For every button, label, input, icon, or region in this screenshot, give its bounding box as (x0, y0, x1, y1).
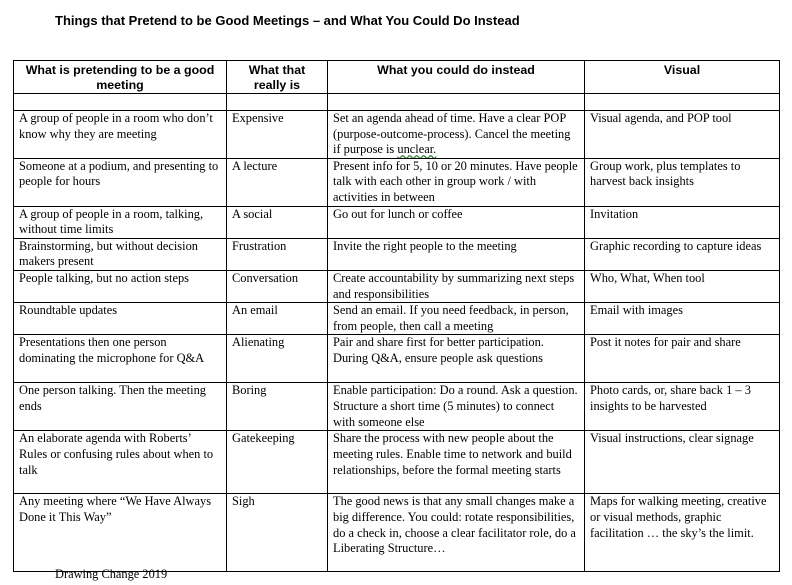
table-row (14, 111, 780, 159)
cell-really: A social (227, 206, 328, 238)
cell-really: An email (227, 303, 328, 335)
cell-really: Expensive (227, 111, 328, 159)
cell-visual: Visual instructions, clear signage (585, 431, 780, 494)
table-row (14, 303, 780, 335)
cell-pretending: People talking, but no action steps (14, 270, 227, 302)
header-visual: Visual (585, 61, 780, 94)
cell-instead: Present info for 5, 10 or 20 minutes. Have people talk with each other in group work / with activities in between (328, 158, 585, 206)
cell-visual: Maps for walking meeting, creative or visual methods, graphic facilitation … the sky’s the limit. (585, 494, 780, 572)
cell-visual: Group work, plus templates to harvest back insights (585, 158, 780, 206)
cell-pretending: Presentations then one person dominating the microphone for Q&A (14, 335, 227, 383)
cell-instead: Enable participation: Do a round. Ask a question. Structure a short time (5 minutes) to connect with someone else (328, 383, 585, 431)
cell-really: Frustration (227, 238, 328, 270)
spacer-cell (14, 94, 227, 111)
cell-visual: Who, What, When tool (585, 270, 780, 302)
table-row (14, 431, 780, 494)
cell-instead: Pair and share first for better participation. During Q&A, ensure people ask questions (328, 335, 585, 383)
table-row (14, 238, 780, 270)
cell-pretending: Roundtable updates (14, 303, 227, 335)
cell-pretending: A group of people in a room who don’t know why they are meeting (14, 111, 227, 159)
cell-visual: Visual agenda, and POP tool (585, 111, 780, 159)
cell-visual: Invitation (585, 206, 780, 238)
cell-instead: Invite the right people to the meeting (328, 238, 585, 270)
cell-really: A lecture (227, 158, 328, 206)
table-row (14, 158, 780, 206)
header-instead: What you could do instead (328, 61, 585, 94)
cell-visual: Email with images (585, 303, 780, 335)
cell-visual: Post it notes for pair and share (585, 335, 780, 383)
spacer-cell (328, 94, 585, 111)
table-row (14, 494, 780, 572)
cell-really: Gatekeeping (227, 431, 328, 494)
cell-instead: Share the process with new people about the meeting rules. Enable time to network and build relationships, before the formal meeting starts (328, 431, 585, 494)
cell-pretending: Someone at a podium, and presenting to people for hours (14, 158, 227, 206)
cell-instead: Send an email. If you need feedback, in person, from people, then call a meeting (328, 303, 585, 335)
table-row (14, 270, 780, 302)
cell-visual: Graphic recording to capture ideas (585, 238, 780, 270)
document-footer: Drawing Change 2019 (55, 567, 168, 581)
cell-instead: The good news is that any small changes make a big difference. You could: rotate responsibilities, do a check in, choose a clear facilitator role, do a Liberating Structure… (328, 494, 585, 572)
cell-instead-text: Set an agenda ahead of time. Have a clear POP (purpose-outcome-process). Cancel the meeting if purpose is (333, 111, 571, 157)
header-really: What that really is (227, 61, 328, 94)
cell-pretending: Brainstorming, but without decision makers present (14, 238, 227, 270)
meetings-table (13, 60, 780, 572)
header-pretending: What is pretending to be a good meeting (14, 61, 227, 94)
cell-really: Conversation (227, 270, 328, 302)
table-header-row (14, 61, 780, 94)
cell-really: Alienating (227, 335, 328, 383)
table-row (14, 383, 780, 431)
cell-instead: Go out for lunch or coffee (328, 206, 585, 238)
document-title: Things that Pretend to be Good Meetings – and What You Could Do Instead (55, 13, 520, 28)
cell-instead: Create accountability by summarizing next steps and responsibilities (328, 270, 585, 302)
cell-pretending: One person talking. Then the meeting ends (14, 383, 227, 431)
cell-visual: Photo cards, or, share back 1 – 3 insights to be harvested (585, 383, 780, 431)
cell-instead (328, 111, 585, 159)
cell-really: Boring (227, 383, 328, 431)
table-spacer-row (14, 94, 780, 111)
cell-pretending: An elaborate agenda with Roberts’ Rules or confusing rules about when to talk (14, 431, 227, 494)
table-row (14, 206, 780, 238)
spacer-cell (227, 94, 328, 111)
cell-really: Sigh (227, 494, 328, 572)
cell-pretending: A group of people in a room, talking, without time limits (14, 206, 227, 238)
cell-pretending: Any meeting where “We Have Always Done it This Way” (14, 494, 227, 572)
spacer-cell (585, 94, 780, 111)
table-row (14, 335, 780, 383)
spellcheck-flagged-word: unclear. (397, 142, 437, 157)
